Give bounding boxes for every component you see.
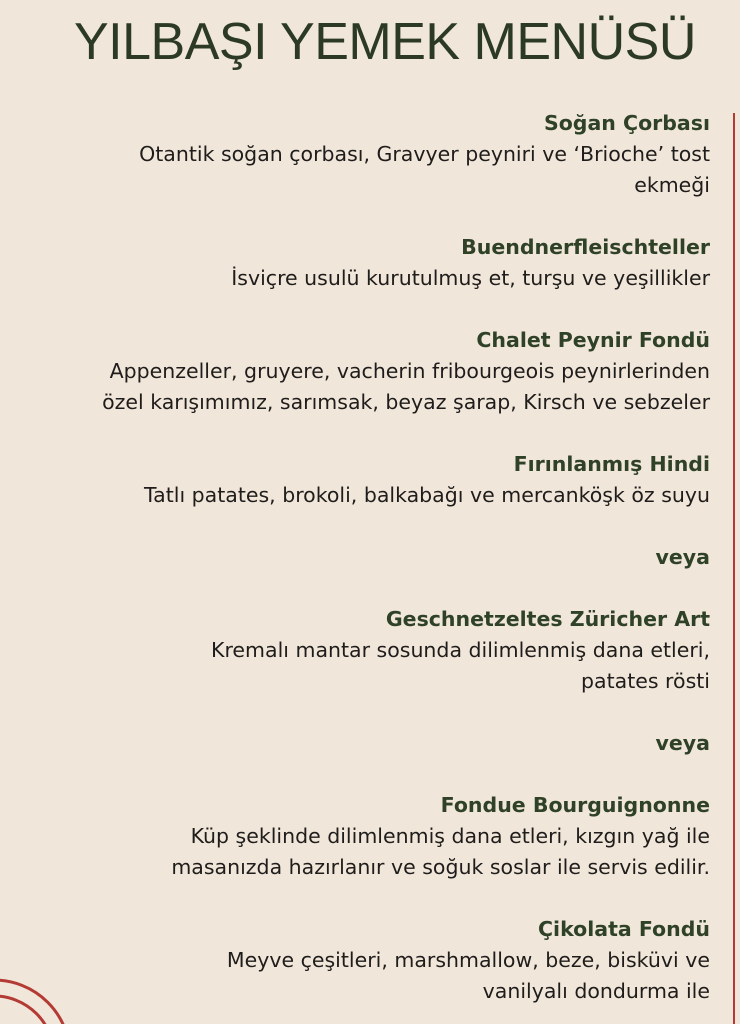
item-desc-line: patates rösti [581,669,710,693]
menu-item-buendnerfleischteller [10,232,710,294]
item-name: Buendnerfleischteller [461,235,710,259]
item-desc-line: özel karışımımız, sarımsak, beyaz şarap, Kirsch ve sebzeler [102,390,710,414]
menu-item-fondue-bourguignonne [10,790,710,883]
item-name: Fondue Bourguignonne [440,793,710,817]
item-name: Fırınlanmış Hindi [513,452,710,476]
menu-item-cikolata-fondu [10,914,710,1007]
item-desc-line: Tatlı patates, brokoli, balkabağı ve mercanköşk öz suyu [144,483,710,507]
menu-item-chalet-peynir-fondu [10,325,710,418]
separator-veya: veya [655,731,710,755]
separator-veya: veya [655,545,710,569]
menu-item-geschnetzeltes [10,604,710,697]
item-name: Chalet Peynir Fondü [476,328,710,352]
accent-line [733,113,735,1024]
item-name: Çikolata Fondü [538,917,710,941]
item-desc-line: Küp şeklinde dilimlenmiş dana etleri, kızgın yağ ile [190,824,710,848]
item-desc-line: Otantik soğan çorbası, Gravyer peyniri ve ‘Brioche’ tost [139,142,710,166]
item-desc-line: İsviçre usulü kurutulmuş et, turşu ve yeşillikler [231,266,710,290]
item-name: Soğan Çorbası [543,111,710,135]
item-name: Geschnetzeltes Züricher Art [385,607,710,631]
menu-title: YILBAŞI YEMEK MENÜSÜ [74,13,696,71]
item-desc-line: vanilyalı dondurma ile [482,979,710,1003]
item-desc-line: Kremalı mantar sosunda dilimlenmiş dana etleri, [211,638,710,662]
item-desc-line: Meyve çeşitleri, marshmallow, beze, bisküvi ve [226,948,710,972]
menu-items [10,108,710,1007]
item-desc-line: masanızda hazırlanır ve soğuk soslar ile servis edilir. [171,855,710,879]
item-desc-line: ekmeği [634,173,710,197]
menu-item-sogan-corbasi [10,108,710,201]
menu-item-firinlanmis-hindi [10,449,710,511]
item-desc-line: Appenzeller, gruyere, vacherin fribourgeois peynirlerinden [109,359,710,383]
